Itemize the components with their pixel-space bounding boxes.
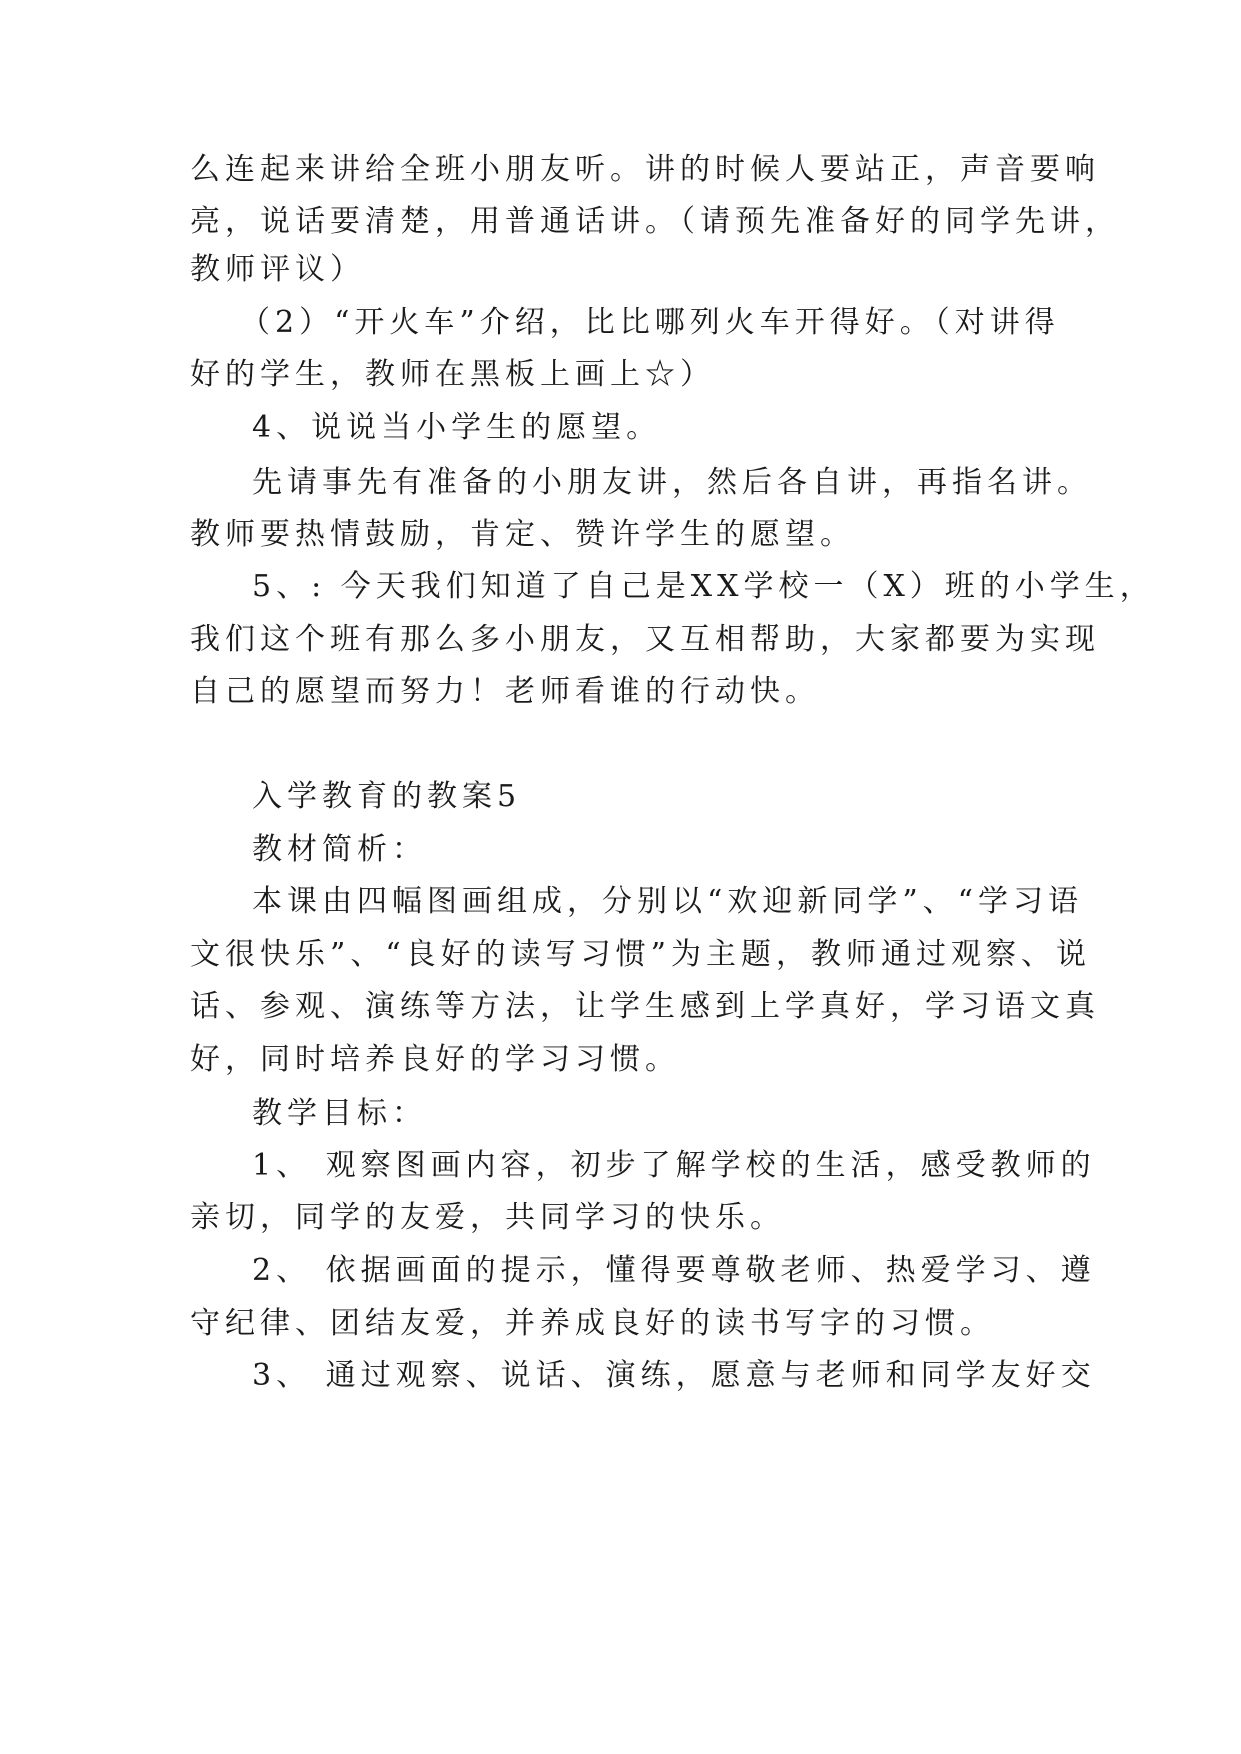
text-line: 5、: 今天我们知道了自己是XX学校一（X）班的小学生，: [252, 569, 1155, 604]
text-line: 守纪律、团结友爱，并养成良好的读书写字的习惯。: [190, 1306, 995, 1341]
text-line: 3、 通过观察、说话、演练，愿意与老师和同学友好交: [252, 1358, 1096, 1393]
text-line: 好的学生，教师在黑板上画上☆）: [190, 357, 715, 392]
text-line: 自己的愿望而努力！老师看谁的行动快。: [190, 674, 820, 709]
text-line: 先请事先有准备的小朋友讲，然后各自讲，再指名讲。: [252, 465, 1092, 500]
text-line: 我们这个班有那么多小朋友，又互相帮助，大家都要为实现: [190, 622, 1100, 657]
text-line: 1、 观察图画内容，初步了解学校的生活，感受教师的: [252, 1148, 1096, 1183]
text-line: 文很快乐”、“良好的读写习惯”为主题，教师通过观察、说: [190, 937, 1092, 972]
text-line: 本课由四幅图画组成，分别以“欢迎新同学”、“学习语: [252, 884, 1084, 919]
text-line: 2、 依据画面的提示，懂得要尊敬老师、热爱学习、遵: [252, 1253, 1096, 1288]
text-line: 教师评议）: [190, 252, 365, 287]
text-line: 教学目标：: [252, 1096, 427, 1131]
text-line: 么连起来讲给全班小朋友听。讲的时候人要站正，声音要响: [190, 152, 1100, 187]
text-line: 教师要热情鼓励，肯定、赞许学生的愿望。: [190, 517, 855, 552]
text-line: 话、参观、演练等方法，让学生感到上学真好，学习语文真: [190, 989, 1100, 1024]
text-line: 4、说说当小学生的愿望。: [252, 410, 662, 445]
section-heading: 入学教育的教案5: [252, 779, 522, 814]
text-line: 亮，说话要清楚，用普通话讲。（请预先准备好的同学先讲，: [190, 204, 1120, 239]
text-line: 教材简析：: [252, 832, 427, 867]
text-line: 亲切，同学的友爱，共同学习的快乐。: [190, 1200, 785, 1235]
text-line: 好，同时培养良好的学习习惯。: [190, 1042, 680, 1077]
text-line: （2）“开火车”介绍，比比哪列火车开得好。（对讲得: [240, 305, 1060, 340]
